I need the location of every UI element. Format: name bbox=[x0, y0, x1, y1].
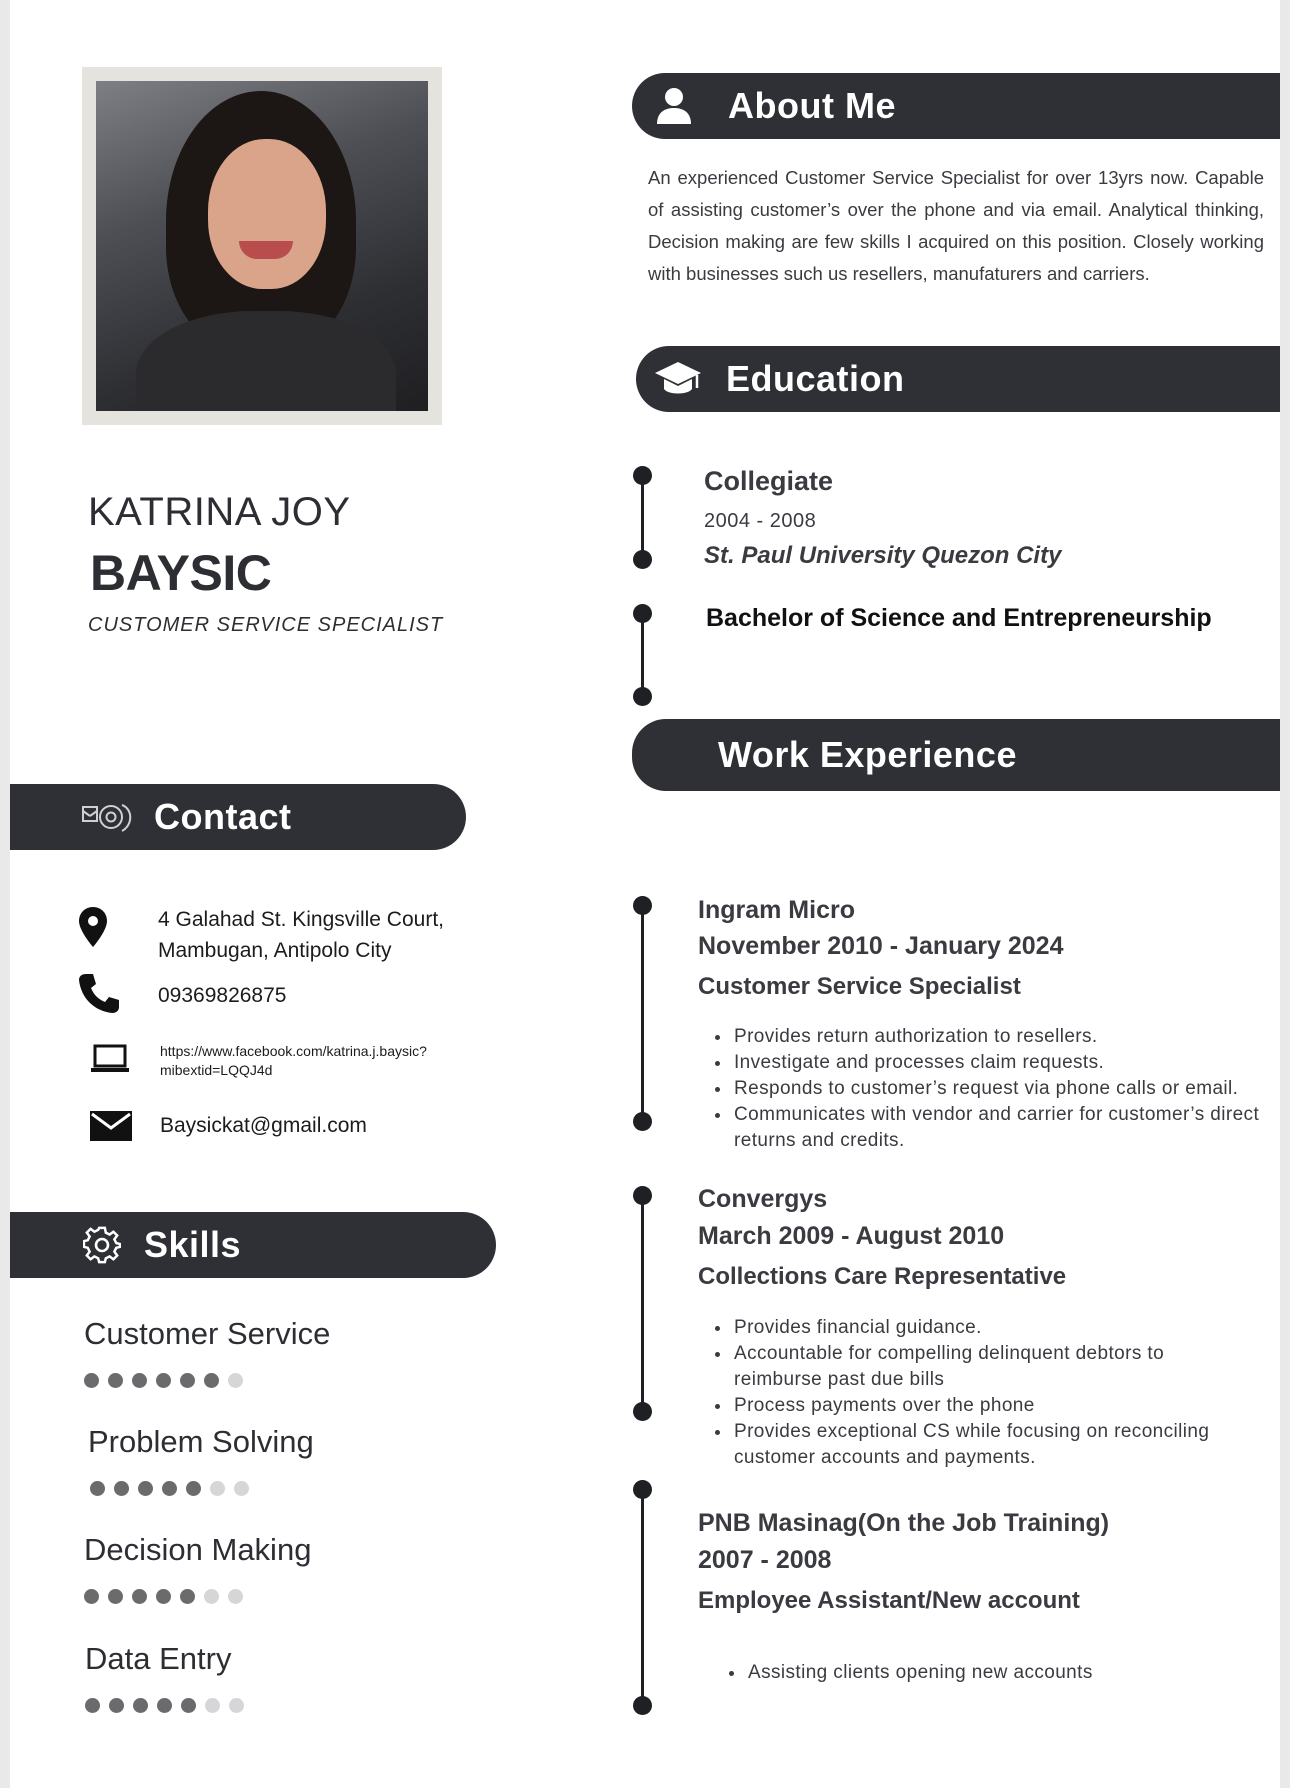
skill-dot-filled bbox=[162, 1481, 177, 1496]
job-title: Employee Assistant/New account bbox=[698, 1587, 1080, 1614]
contact-email bbox=[90, 1110, 367, 1147]
contact-phone bbox=[78, 972, 286, 1019]
contact-header bbox=[10, 784, 466, 850]
about-text: An experienced Customer Service Specialist for over 13yrs now. Capable of assisting customer’s over the phone and via email. Analytical thinking, Decision making are few skills I acquired on this position. Closely working with businesses such us resellers, manufaturers and carriers. bbox=[648, 167, 1264, 284]
job-duty: • Communicates with vendor and carrier for customer’s direct returns and credits. bbox=[732, 1102, 1272, 1154]
skill-name: Decision Making bbox=[84, 1532, 312, 1567]
education-degree: Bachelor of Science and Entrepreneurship bbox=[706, 604, 1212, 632]
skill-dot-filled bbox=[132, 1589, 147, 1604]
about-header bbox=[632, 73, 1280, 139]
email-address[interactable]: Baysickat@gmail.com bbox=[160, 1114, 367, 1137]
work-timeline-dot bbox=[633, 1186, 652, 1205]
job-duty: • Responds to customer’s request via phone calls or email. bbox=[732, 1076, 1272, 1102]
work-timeline-dot bbox=[633, 1402, 652, 1421]
contact-website bbox=[90, 1044, 427, 1080]
education-timeline-line bbox=[641, 613, 644, 697]
last-name: BAYSIC bbox=[90, 545, 272, 601]
education-timeline-line bbox=[641, 475, 644, 559]
contact-address bbox=[78, 906, 444, 966]
email-at-icon bbox=[80, 797, 138, 837]
work-header bbox=[632, 719, 1280, 791]
first-name: KATRINA JOY bbox=[88, 490, 351, 534]
skill-dot-filled bbox=[156, 1373, 171, 1388]
education-timeline-dot bbox=[633, 604, 652, 623]
resume-page bbox=[10, 0, 1280, 1788]
education-years: 2004 - 2008 bbox=[704, 510, 817, 532]
skill-dot-empty bbox=[204, 1589, 219, 1604]
skill-dot-filled bbox=[138, 1481, 153, 1496]
skill-dot-filled bbox=[84, 1373, 99, 1388]
skill-dot-filled bbox=[114, 1481, 129, 1496]
skill-dot-filled bbox=[109, 1698, 124, 1713]
job-duty: • Provides exceptional CS while focusing on reconciling customer accounts and payments. bbox=[732, 1419, 1222, 1471]
skill-dot-empty bbox=[234, 1481, 249, 1496]
skill-dot-filled bbox=[85, 1698, 100, 1713]
about-title: About Me bbox=[728, 85, 896, 126]
skill-dot-empty bbox=[210, 1481, 225, 1496]
address-line-1: 4 Galahad St. Kingsville Court, bbox=[158, 908, 444, 931]
skill-dot-filled bbox=[186, 1481, 201, 1496]
work-timeline-line bbox=[641, 1196, 644, 1412]
skill-dot-filled bbox=[84, 1589, 99, 1604]
education-title: Education bbox=[726, 358, 905, 399]
profile-photo bbox=[96, 81, 428, 411]
facebook-url-line-1[interactable]: https://www.facebook.com/katrina.j.baysic? bbox=[160, 1043, 427, 1059]
profile-photo-frame bbox=[82, 67, 442, 425]
user-icon bbox=[654, 86, 694, 126]
job-duties bbox=[698, 1024, 1272, 1154]
skill-dot-empty bbox=[205, 1698, 220, 1713]
job-duty: • Provides return authorization to resellers. bbox=[732, 1024, 1272, 1050]
skill-dot-empty bbox=[228, 1373, 243, 1388]
graduation-cap-icon bbox=[654, 359, 702, 399]
job-duties bbox=[698, 1315, 1222, 1471]
education-timeline-dot bbox=[633, 687, 652, 706]
contact-title: Contact bbox=[154, 796, 292, 837]
job-duty: • Process payments over the phone bbox=[732, 1393, 1222, 1419]
education-level: Collegiate bbox=[704, 466, 834, 496]
work-timeline-dot bbox=[633, 896, 652, 915]
facebook-url-line-2[interactable]: mibextid=LQQJ4d bbox=[160, 1062, 273, 1078]
job-duty: • Assisting clients opening new accounts bbox=[746, 1660, 1246, 1686]
job-title: Collections Care Representative bbox=[698, 1263, 1067, 1290]
skill-dot-filled bbox=[133, 1698, 148, 1713]
job-title: Customer Service Specialist bbox=[698, 973, 1021, 1000]
address-line-2: Mambugan, Antipolo City bbox=[158, 939, 392, 962]
skills-header bbox=[10, 1212, 496, 1278]
skill-dot-filled bbox=[157, 1698, 172, 1713]
job-dates: March 2009 - August 2010 bbox=[698, 1222, 1005, 1250]
work-timeline-dot bbox=[633, 1480, 652, 1499]
education-school: St. Paul University Quezon City bbox=[704, 542, 1062, 569]
skill-dot-filled bbox=[181, 1698, 196, 1713]
skill-dot-filled bbox=[180, 1589, 195, 1604]
skill-dot-filled bbox=[180, 1373, 195, 1388]
job-role: CUSTOMER SERVICE SPECIALIST bbox=[88, 614, 444, 636]
job-duty: • Investigate and processes claim requests. bbox=[732, 1050, 1272, 1076]
skill-dot-empty bbox=[229, 1698, 244, 1713]
job-company: PNB Masinag(On the Job Training) bbox=[698, 1509, 1110, 1537]
skill-dot-filled bbox=[108, 1589, 123, 1604]
work-title: Work Experience bbox=[718, 734, 1017, 775]
skill-name: Customer Service bbox=[84, 1316, 331, 1351]
job-company: Convergys bbox=[698, 1185, 828, 1213]
envelope-icon bbox=[90, 1110, 132, 1147]
skill-rating bbox=[84, 1589, 243, 1604]
skill-dot-filled bbox=[90, 1481, 105, 1496]
phone-number[interactable]: 09369826875 bbox=[158, 984, 287, 1007]
job-duty: • Accountable for compelling delinquent debtors to reimburse past due bills bbox=[732, 1341, 1222, 1393]
skill-name: Data Entry bbox=[85, 1641, 232, 1676]
education-timeline-dot bbox=[633, 466, 652, 485]
skill-rating bbox=[90, 1481, 249, 1496]
skill-dot-filled bbox=[156, 1589, 171, 1604]
work-timeline-line bbox=[641, 906, 644, 1122]
education-header bbox=[636, 346, 1280, 412]
work-timeline-line bbox=[641, 1490, 644, 1706]
work-timeline-dot bbox=[633, 1112, 652, 1131]
work-timeline-dot bbox=[633, 1696, 652, 1715]
map-pin-icon bbox=[78, 906, 122, 953]
skill-dot-filled bbox=[132, 1373, 147, 1388]
skill-dot-filled bbox=[108, 1373, 123, 1388]
laptop-icon bbox=[90, 1044, 130, 1079]
job-dates: November 2010 - January 2024 bbox=[698, 932, 1064, 960]
job-duty: • Provides financial guidance. bbox=[732, 1315, 1222, 1341]
skill-dot-filled bbox=[204, 1373, 219, 1388]
skill-dot-empty bbox=[228, 1589, 243, 1604]
job-dates: 2007 - 2008 bbox=[698, 1546, 832, 1574]
skill-rating bbox=[84, 1373, 243, 1388]
gear-icon bbox=[82, 1225, 122, 1265]
phone-icon bbox=[78, 972, 122, 1019]
education-timeline-dot bbox=[633, 550, 652, 569]
skill-rating bbox=[85, 1698, 244, 1713]
job-duties bbox=[712, 1660, 1246, 1686]
skills-title: Skills bbox=[144, 1224, 242, 1265]
job-company: Ingram Micro bbox=[698, 896, 855, 924]
skill-name: Problem Solving bbox=[88, 1424, 314, 1459]
